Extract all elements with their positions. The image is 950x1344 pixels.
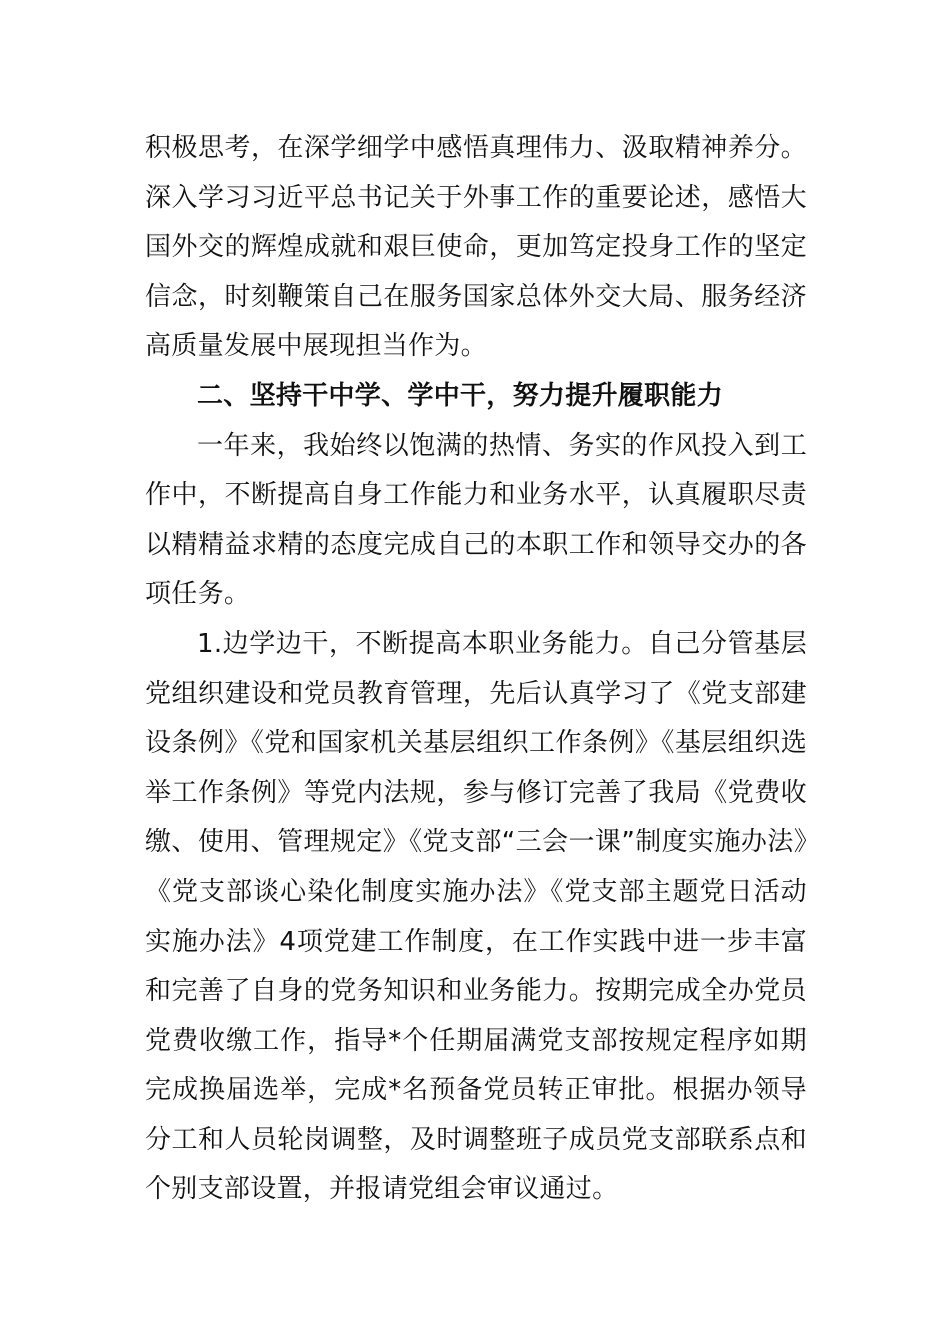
paragraph-study-continuation: 积极思考，在深学细学中感悟真理伟力、汲取精神养分。深入学习习近平总书记关于外事工作的重要论述，感悟大国外交的辉煌成就和艰巨使命，更加笃定投身工作的坚定信念，时刻鞭策自己在服务国家总体外交大局、服务经济高质量发展中展现担当作为。 (145, 133, 807, 362)
document-body (145, 124, 807, 1215)
paragraph-work-overview: 一年来，我始终以饱满的热情、务实的作风投入到工作中，不断提高自身工作能力和业务水平，认真履职尽责以精精益求精的态度完成自己的本职工作和领导交办的各项任务。 (145, 430, 807, 610)
section-heading-2: 二、坚持干中学、学中干，努力提升履职能力 (197, 380, 724, 411)
paragraph-item-1: 1.边学边干，不断提高本职业务能力。自己分管基层党组织建设和党员教育管理，先后认真学习了《党支部建设条例》《党和国家机关基层组织工作条例》《基层组织选举工作条例》等党内法规，参与修订完善了我局《党费收缴、使用、管理规定》《党支部“三会一课”制度实施办法》《党支部谈心染化制度实施办法》《党支部主题党日活动实施办法》4项党建工作制度，在工作实践中进一步丰富和完善了自身的党务知识和业务能力。按期完成全办党员党费收缴工作，指导*个任期届满党支部按规定程序如期完成换届选举，完成*名预备党员转正审批。根据办领导分工和人员轮岗调整，及时调整班子成员党支部联系点和个别支部设置，并报请党组会审议通过。 (145, 628, 807, 1205)
